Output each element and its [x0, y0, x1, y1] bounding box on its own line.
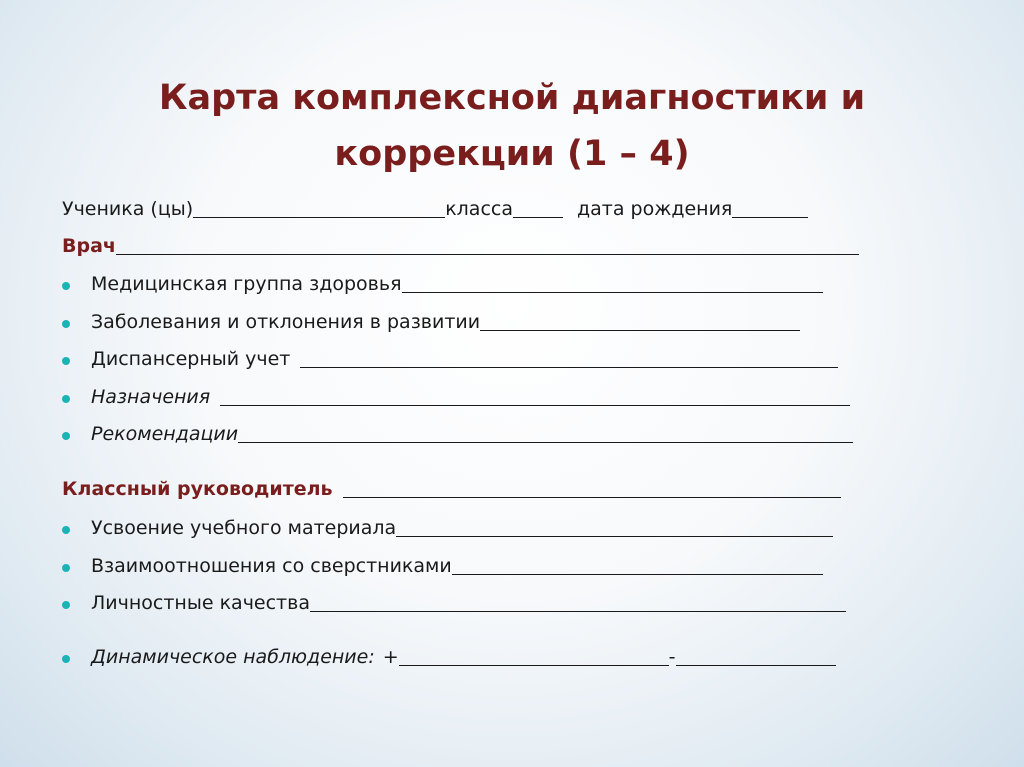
bullet-icon [62, 655, 70, 663]
item-label: Медицинская группа здоровья [91, 273, 402, 295]
plus-sign: + [382, 646, 399, 668]
title-line-1: Карта комплексной диагностики и [158, 78, 866, 118]
list-item [91, 423, 853, 445]
item-label: Диспансерный учет [91, 348, 291, 370]
doctor-name-blank [116, 253, 859, 255]
item-blank [396, 535, 833, 537]
item-blank [238, 441, 853, 443]
list-item [91, 386, 850, 408]
doctor-heading-label: Врач [62, 235, 116, 257]
bullet-icon [62, 601, 70, 609]
list-item [91, 555, 823, 577]
item-label: Личностные качества [91, 592, 310, 614]
student-line [62, 198, 808, 220]
plus-blank [399, 664, 669, 666]
item-label: Усвоение учебного материала [91, 517, 397, 539]
item-blank [402, 291, 823, 293]
teacher-heading-label: Классный руководитель [62, 478, 333, 500]
list-item [91, 517, 833, 539]
student-label: Ученика (цы) [62, 198, 194, 220]
list-item [91, 348, 838, 370]
bullet-icon [62, 320, 70, 328]
item-label: Рекомендации [91, 423, 239, 445]
student-name-blank [193, 216, 445, 218]
doctor-heading [62, 235, 859, 257]
title-line-2: коррекции (1 – 4) [334, 134, 690, 174]
item-blank [452, 573, 823, 575]
birth-date-blank [732, 216, 808, 218]
bullet-icon [62, 357, 70, 365]
bullet-icon [62, 432, 70, 440]
list-item [91, 273, 823, 295]
class-blank [513, 216, 563, 218]
dynamic-observation [91, 646, 836, 668]
slide-title [0, 70, 1024, 182]
item-label: Взаимоотношения со сверстниками [91, 555, 452, 577]
list-item [91, 311, 800, 333]
item-label: Назначения [91, 386, 211, 408]
list-item [91, 592, 846, 614]
item-blank [480, 329, 800, 331]
item-label: Заболевания и отклонения в развитии [91, 311, 481, 333]
bullet-icon [62, 526, 70, 534]
class-label: класса [445, 198, 513, 220]
teacher-heading [62, 478, 841, 500]
minus-sign: - [668, 646, 676, 668]
item-blank [310, 610, 846, 612]
birth-label: дата рождения [577, 198, 733, 220]
minus-blank [676, 664, 836, 666]
dynamic-label: Динамическое наблюдение: [91, 646, 375, 668]
bullet-icon [62, 564, 70, 572]
item-blank [300, 366, 838, 368]
teacher-name-blank [343, 496, 841, 498]
bullet-icon [62, 282, 70, 290]
item-blank [220, 404, 850, 406]
bullet-icon [62, 395, 70, 403]
